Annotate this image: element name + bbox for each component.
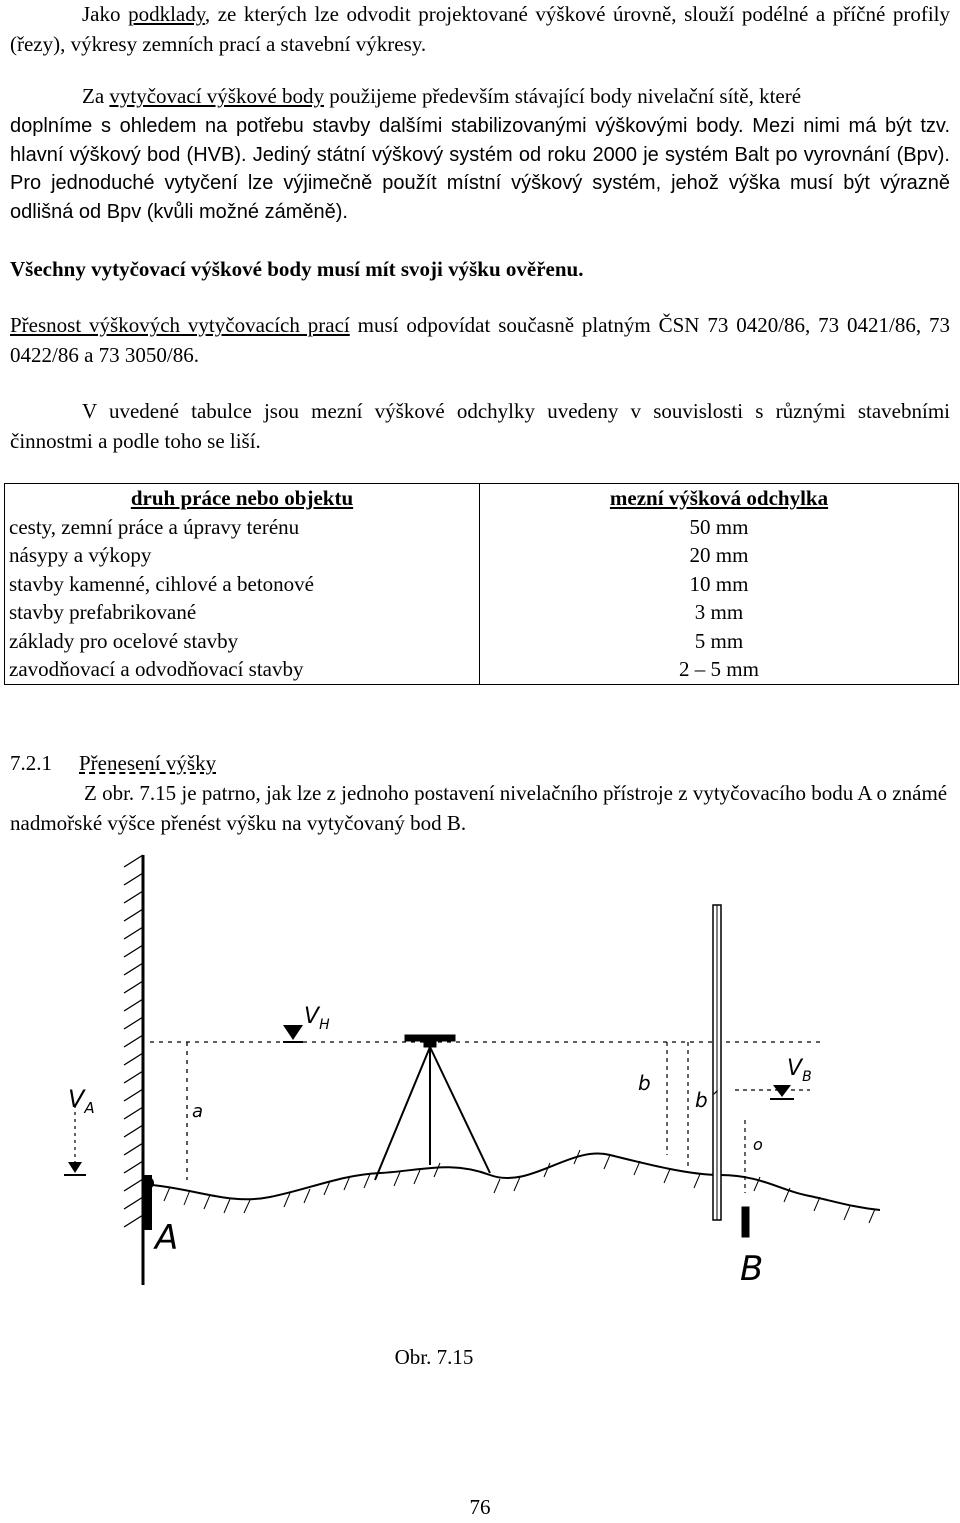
label-vh: $V_H$	[304, 1004, 330, 1033]
table-row	[5, 541, 959, 570]
page-number-text: 76	[469, 1495, 491, 1519]
tolerance-table	[4, 483, 959, 685]
table-row	[5, 627, 959, 656]
table-cell: zavodňovací a odvodňovací stavby	[5, 655, 480, 684]
wall	[124, 855, 143, 1285]
table-row	[5, 655, 959, 684]
para5-text: V uvedené tabulce jsou mezní výškové odchylky uvedeny v souvislosti s různými stavebními činnostmi a podle toho se liší.	[10, 399, 950, 453]
paragraph-1	[10, 0, 950, 59]
label-vb: $V_B$	[787, 1056, 812, 1085]
para3-text: Všechny vytyčovací výškové body musí mít svoji výšku ověřenu.	[10, 257, 584, 281]
figure-caption	[0, 1343, 868, 1373]
label-va: $V_A$	[68, 1085, 95, 1117]
table-cell: 2 – 5 mm	[480, 655, 959, 684]
va-triangle-icon	[64, 1105, 86, 1175]
table-cell: 5 mm	[480, 627, 959, 656]
table-row	[5, 598, 959, 627]
rod-a-marker	[142, 1175, 154, 1230]
paragraph-2-line1	[10, 82, 950, 112]
table-header-cell	[5, 484, 480, 513]
table-row	[5, 513, 959, 542]
para1-text: , ze kterých lze odvodit projektované výškové úrovně, slouží podélné a příčné profily (řezy), výkresy zemních prací a stavební výkresy.	[10, 2, 950, 56]
table-cell: cesty, zemní práce a úpravy terénu	[5, 513, 480, 542]
section-title: Přenesení výšky	[79, 751, 217, 775]
label-b-distance: b	[638, 1071, 651, 1095]
para1-lead: Jako	[82, 2, 129, 26]
label-a-distance: a	[192, 1101, 204, 1122]
table-cell: stavby kamenné, cihlové a betonové	[5, 570, 480, 599]
table-cell: 3 mm	[480, 598, 959, 627]
para2-lead: Za	[82, 84, 110, 108]
table-cell: 50 mm	[480, 513, 959, 542]
paragraph-4	[10, 311, 950, 370]
paragraph-2-body	[10, 112, 950, 226]
section-heading	[10, 749, 216, 779]
para1-underlined-term: podklady	[128, 2, 205, 26]
page-number	[0, 1493, 960, 1523]
table-cell: násypy a výkopy	[5, 541, 480, 570]
section-paragraph	[10, 779, 950, 838]
para2-text-serif: použijeme především stávající body nivelační sítě, které	[324, 84, 802, 108]
table-cell: 10 mm	[480, 570, 959, 599]
para4-underlined-term: Přesnost výškových vytyčovacích prací	[10, 313, 350, 337]
paragraph-3-bold	[10, 255, 950, 285]
table-header-cell	[480, 484, 959, 513]
table-header-row	[5, 484, 959, 513]
para2-underlined-term: vytyčovací výškové body	[109, 84, 325, 108]
header-max-deviation: mezní výšková odchylka	[609, 486, 829, 510]
table-cell: stavby prefabrikované	[5, 598, 480, 627]
header-work-type: druh práce nebo objektu	[130, 486, 354, 510]
label-point-b: B	[740, 1249, 764, 1285]
vb-triangle-icon	[770, 1085, 794, 1099]
leveling-rod-b	[713, 905, 749, 1237]
label-b2-distance: b´	[695, 1088, 718, 1112]
section-text: Z obr. 7.15 je patrno, jak lze z jednoho postavení nivelačního přístroje z vytyčovacího bodu A o známé nadmořské výšce přenést výšku na vytyčovaný bod B.	[10, 781, 948, 835]
ground-profile	[152, 1150, 880, 1223]
label-o-distance: o	[753, 1135, 763, 1154]
level-instrument	[375, 1035, 490, 1180]
paragraph-5	[10, 397, 950, 456]
figure-caption-text: Obr. 7.15	[394, 1345, 474, 1369]
para2-text-sans: doplníme s ohledem na potřebu stavby dalšími stabilizovanými výškovými body. Mezi nimi má být tzv. hlavní výškový bod (HVB). Jediný státní výškový systém od roku 2000 je systém Balt po vyrovnání (Bpv). Pro jednoduché vytyčení lze výjimečně použít místní výškový systém, jehož výška musí být výrazně odlišná od Bpv (kvůli možné záměně).	[10, 115, 950, 223]
leveling-figure	[0, 845, 960, 1285]
label-point-a: A	[155, 1218, 179, 1258]
table-row	[5, 570, 959, 599]
table-cell: 20 mm	[480, 541, 959, 570]
para4-text: musí odpovídat současně platným ČSN 73 0420/86, 73 0421/86, 73 0422/86 a 73 3050/86.	[10, 313, 951, 367]
table-cell: základy pro ocelové stavby	[5, 627, 480, 656]
vh-triangle-icon	[283, 1025, 303, 1042]
section-number: 7.2.1	[10, 751, 52, 775]
